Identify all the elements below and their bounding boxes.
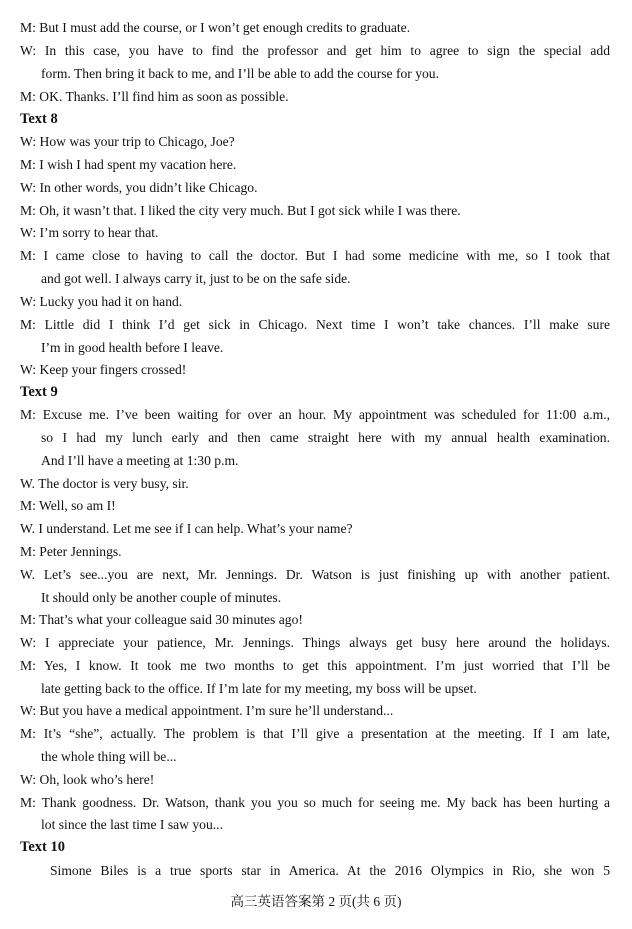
dialogue-line: W: But you have a medical appointment. I’m sure he’ll understand... [20,703,394,718]
dialogue-line: M: Oh, it wasn’t that. I liked the city very much. But I got sick while I was there. [20,203,461,218]
section-heading-text-9: Text 9 [20,384,58,400]
dialogue-line: M: Little did I think I’d get sick in Chicago. Next time I won’t take chances. I’ll make sure [20,317,610,332]
dialogue-line: W. The doctor is very busy, sir. [20,476,189,491]
dialogue-line: M: Excuse me. I’ve been waiting for over an hour. My appointment was scheduled for 11:00 a.m., [20,407,610,422]
dialogue-line: M: That’s what your colleague said 30 minutes ago! [20,612,303,627]
dialogue-line: M: OK. Thanks. I’ll find him as soon as possible. [20,89,289,104]
dialogue-line-continued: I’m in good health before I leave. [41,340,224,355]
dialogue-line: M: Well, so am I! [20,498,116,513]
dialogue-line-continued: It should only be another couple of minutes. [41,590,282,605]
dialogue-line-continued: and got well. I always carry it, just to be on the safe side. [41,271,351,286]
passage-paragraph: Simone Biles is a true sports star in America. At the 2016 Olympics in Rio, she won 5 [50,863,610,878]
dialogue-line: M: Thank goodness. Dr. Watson, thank you you so much for seeing me. My back has been hurting a [20,795,610,810]
dialogue-line-continued: lot since the last time I saw you... [41,817,223,832]
dialogue-line-continued: so I had my lunch early and then came straight here with my annual health examination. [41,430,610,445]
dialogue-line: W: In other words, you didn’t like Chicago. [20,180,258,195]
dialogue-line: M: I came close to having to call the doctor. But I had some medicine with me, so I took that [20,248,610,263]
dialogue-line: W: Keep your fingers crossed! [20,362,187,377]
dialogue-line: W: In this case, you have to find the professor and get him to agree to sign the special add [20,43,610,58]
dialogue-line: W: How was your trip to Chicago, Joe? [20,134,235,149]
dialogue-line: W: I’m sorry to hear that. [20,225,159,240]
dialogue-line-continued: form. Then bring it back to me, and I’ll be able to add the course for you. [41,66,440,81]
dialogue-line: W: Oh, look who’s here! [20,772,155,787]
dialogue-line: M: Peter Jennings. [20,544,122,559]
dialogue-line: M: But I must add the course, or I won’t get enough credits to graduate. [20,20,411,35]
dialogue-line-continued: the whole thing will be... [41,749,177,764]
dialogue-line-continued: And I’ll have a meeting at 1:30 p.m. [41,453,239,468]
section-heading-text-8: Text 8 [20,111,58,127]
section-heading-text-10: Text 10 [20,839,65,855]
dialogue-line: W: I appreciate your patience, Mr. Jennings. Things always get busy here around the holidays. [20,635,610,650]
dialogue-line: W. Let’s see...you are next, Mr. Jennings. Dr. Watson is just finishing up with another patient. [20,567,610,582]
dialogue-line: M: I wish I had spent my vacation here. [20,157,237,172]
dialogue-line-continued: late getting back to the office. If I’m late for my meeting, my boss will be upset. [41,681,477,696]
dialogue-line: M: Yes, I know. It took me two months to get this appointment. I’m just worried that I’ll be [20,658,610,673]
page-footer: 高三英语答案第 2 页(共 6 页) [230,894,402,909]
dialogue-line: W. I understand. Let me see if I can help. What’s your name? [20,521,353,536]
dialogue-line: M: It’s “she”, actually. The problem is that I’ll give a presentation at the meeting. If I am late, [20,726,610,741]
dialogue-line: W: Lucky you had it on hand. [20,294,183,309]
